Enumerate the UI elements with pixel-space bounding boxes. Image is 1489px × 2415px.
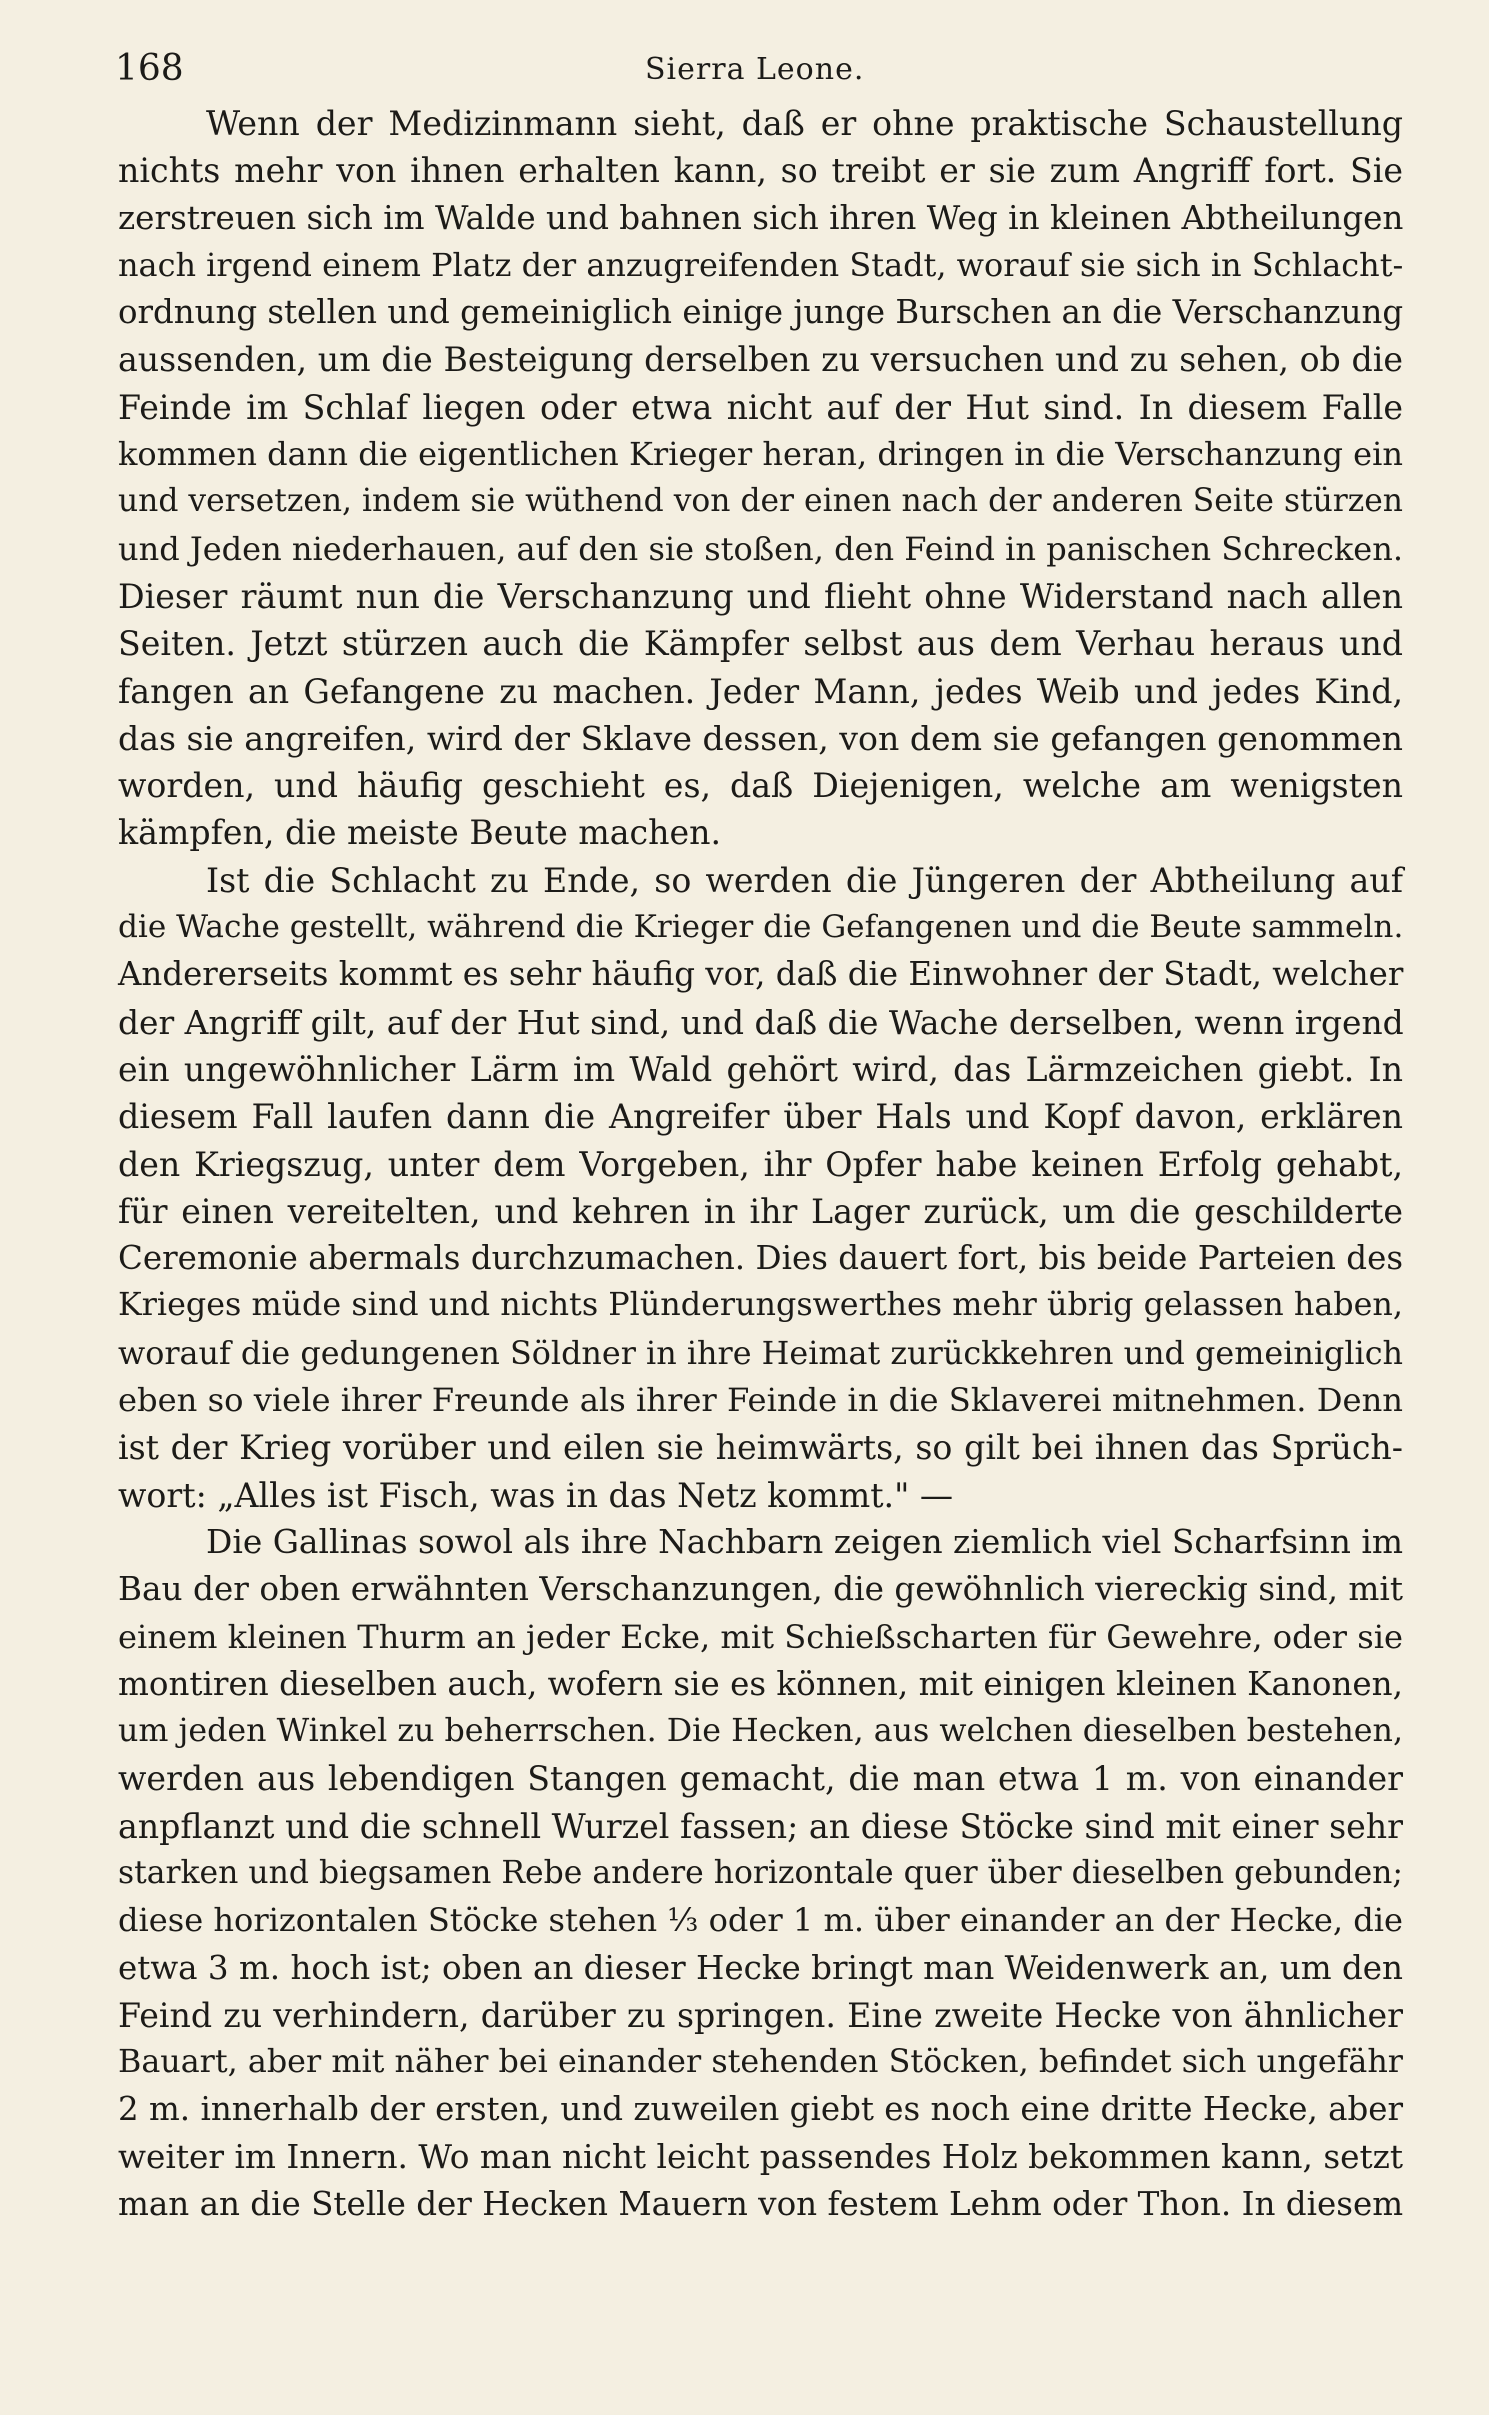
text-line: wort: „Alles ist Fisch, was in das Netz kommt." —: [118, 1475, 954, 1515]
text-line: worden, und häufig geschieht es, daß Diejenigen, welche am wenigsten: [118, 766, 1403, 806]
text-line: Ist die Schlacht zu Ende, so werden die Jüngeren der Abtheilung auf: [206, 860, 1403, 900]
text-line: aussenden, um die Besteigung derselben zu versuchen und zu sehen, ob die: [118, 340, 1403, 380]
text-line: die Wache gestellt, während die Krieger die Gefangenen und die Beute sammeln.: [118, 909, 1404, 946]
text-line: ordnung stellen und gemeiniglich einige junge Burschen an die Verschanzung: [118, 293, 1404, 332]
text-line: werden aus lebendigen Stangen gemacht, die man etwa 1 m. von einander: [118, 1759, 1403, 1799]
text-line: Feinde im Schlaf liegen oder etwa nicht auf der Hut sind. In diesem Falle: [118, 387, 1403, 427]
text-line: nichts mehr von ihnen erhalten kann, so treibt er sie zum Angriff fort. Sie: [118, 151, 1403, 191]
text-line: Bau der oben erwähnten Verschanzungen, die gewöhnlich viereckig sind, mit: [118, 1570, 1403, 1609]
text-line: fangen an Gefangene zu machen. Jeder Mann, jedes Weib und jedes Kind,: [118, 671, 1403, 711]
text-line: das sie angreifen, wird der Sklave dessen, von dem sie gefangen genommen: [118, 718, 1403, 758]
text-line: Andererseits kommt es sehr häufig vor, daß die Einwohner der Stadt, welcher: [118, 955, 1404, 994]
text-line: ein ungewöhnlicher Lärm im Wald gehört wird, das Lärmzeichen giebt. In: [118, 1049, 1403, 1089]
body-text: [118, 100, 1403, 2228]
text-line: für einen vereitelten, und kehren in ihr Lager zurück, um die geschilderte: [118, 1191, 1403, 1231]
text-line: und versetzen, indem sie wüthend von der einen nach der anderen Seite stürzen: [118, 483, 1403, 520]
text-line: montiren dieselben auch, wofern sie es können, mit einigen kleinen Kanonen,: [118, 1664, 1403, 1703]
text-line: starken und biegsamen Rebe andere horizontale quer über dieselben gebunden;: [118, 1854, 1403, 1891]
text-line: kommen dann die eigentlichen Krieger heran, dringen in die Verschanzung ein: [118, 435, 1403, 474]
text-line: den Kriegszug, unter dem Vorgeben, ihr Opfer habe keinen Erfolg gehabt,: [118, 1144, 1403, 1184]
text-line: Ceremonie abermals durchzumachen. Dies dauert fort, bis beide Parteien des: [118, 1239, 1403, 1278]
text-line: eben so viele ihrer Freunde als ihrer Feinde in die Sklaverei mitnehmen. Denn: [118, 1381, 1403, 1420]
paragraph: [118, 100, 1403, 857]
running-title: Sierra Leone.: [645, 52, 865, 87]
text-line: der Angriff gilt, auf der Hut sind, und daß die Wache derselben, wenn irgend: [118, 1002, 1404, 1042]
text-line: anpflanzt und die schnell Wurzel fassen; an diese Stöcke sind mit einer sehr: [118, 1806, 1403, 1846]
text-line: Seiten. Jetzt stürzen auch die Kämpfer selbst aus dem Verhau heraus und: [118, 624, 1403, 664]
text-line: worauf die gedungenen Söldner in ihre Heimat zurückkehren und gemeiniglich: [118, 1333, 1403, 1372]
text-line: zerstreuen sich im Walde und bahnen sich ihren Weg in kleinen Abtheilungen: [118, 198, 1404, 237]
text-line: Krieges müde sind und nichts Plünderungswerthes mehr übrig gelassen haben,: [118, 1287, 1403, 1324]
text-line: um jeden Winkel zu beherrschen. Die Hecken, aus welchen dieselben bestehen,: [118, 1713, 1404, 1750]
text-line: Feind zu verhindern, darüber zu springen. Eine zweite Hecke von ähnlicher: [118, 1995, 1403, 2035]
text-line: 2 m. innerhalb der ersten, und zuweilen giebt es noch eine dritte Hecke, aber: [118, 2090, 1404, 2129]
page-header: [115, 48, 1405, 98]
text-line: ist der Krieg vorüber und eilen sie heimwärts, so gilt bei ihnen das Sprüch-: [118, 1428, 1403, 1468]
text-line: Bauart, aber mit näher bei einander stehenden Stöcken, befindet sich ungefähr: [118, 2044, 1403, 2081]
text-line: Wenn der Medizinmann sieht, daß er ohne praktische Schaustellung: [206, 104, 1403, 143]
text-line: kämpfen, die meiste Beute machen.: [118, 813, 722, 853]
text-line: nach irgend einem Platz der anzugreifenden Stadt, worauf sie sich in Schlacht-: [118, 245, 1404, 284]
text-line: und Jeden niederhauen, auf den sie stoßen, den Feind in panischen Schrecken.: [118, 529, 1403, 568]
paragraph: [118, 1519, 1403, 2228]
text-line: Dieser räumt nun die Verschanzung und flieht ohne Widerstand nach allen: [118, 576, 1403, 616]
text-line: einem kleinen Thurm an jeder Ecke, mit Schießscharten für Gewehre, oder sie: [118, 1617, 1403, 1656]
page-number: 168: [115, 48, 184, 89]
text-line: Die Gallinas sowol als ihre Nachbarn zeigen ziemlich viel Scharfsinn im: [206, 1522, 1403, 1561]
text-line: etwa 3 m. hoch ist; oben an dieser Hecke bringt man Weidenwerk an, um den: [118, 1948, 1403, 1987]
text-line: man an die Stelle der Hecken Mauern von festem Lehm oder Thon. In diesem: [118, 2185, 1404, 2224]
text-line: diesem Fall laufen dann die Angreifer über Hals und Kopf davon, erklären: [118, 1097, 1403, 1137]
text-line: diese horizontalen Stöcke stehen ⅓ oder 1 m. über einander an der Hecke, die: [118, 1901, 1404, 1940]
text-line: weiter im Innern. Wo man nicht leicht passendes Holz bekommen kann, setzt: [118, 2137, 1404, 2176]
paragraph: [118, 857, 1403, 1519]
